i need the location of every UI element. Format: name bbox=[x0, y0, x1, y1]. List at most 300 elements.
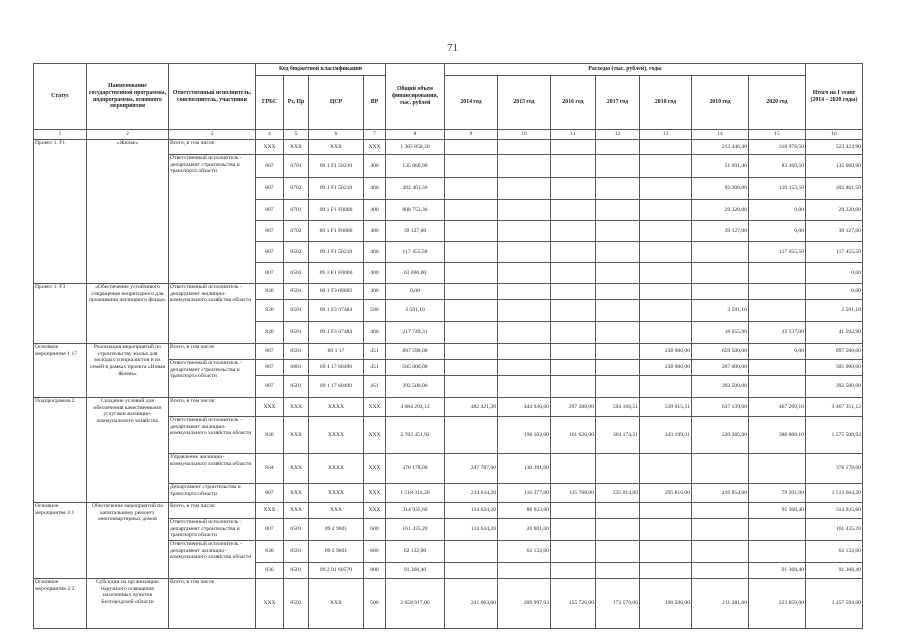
cell-year-value: 110 153,50 bbox=[749, 178, 806, 200]
cell-year-value: 297 388,00 bbox=[551, 398, 596, 417]
cell-year-value bbox=[596, 140, 640, 155]
cell-itog: 117 455,50 bbox=[806, 242, 863, 263]
cell-rzpr: 0701 bbox=[284, 200, 309, 221]
cell-grbs: 807 bbox=[256, 155, 284, 178]
cell-year-value bbox=[692, 541, 749, 563]
cell-year-value bbox=[445, 140, 498, 155]
cell-year-value: 190 500,00 bbox=[640, 579, 692, 629]
row-responsible: Управление жилищно-коммунального хозяйства области bbox=[169, 454, 256, 484]
cell-year-value bbox=[596, 563, 640, 579]
cell-rzpr: 0702 bbox=[284, 221, 309, 242]
cell-csr: 09 1 F3 09602 bbox=[309, 284, 364, 300]
cell-year-value: 235 014,00 bbox=[596, 484, 640, 503]
row-responsible: Ответственный исполнитель - департамент строительства и транспорта области bbox=[169, 155, 256, 284]
cell-year-value bbox=[498, 376, 551, 398]
cell-year-value: 0,00 bbox=[749, 344, 806, 360]
cell-year-value: 238 000,00 bbox=[640, 360, 692, 376]
cell-csr: 09 1 17 60490 bbox=[309, 360, 364, 376]
cell-year-value: 247 787,00 bbox=[445, 454, 498, 484]
cell-vr: 400 bbox=[364, 155, 386, 178]
cell-rzpr: XXX bbox=[284, 417, 309, 454]
cell-total: 378 178,00 bbox=[386, 454, 445, 484]
cell-year-value bbox=[551, 322, 596, 344]
cell-rzpr: 0501 bbox=[284, 344, 309, 360]
cell-total: 63 000,00 bbox=[386, 263, 445, 284]
cell-itog: 0,00 bbox=[806, 284, 863, 300]
column-index: 7 bbox=[364, 130, 386, 140]
cell-year-value bbox=[640, 155, 692, 178]
cell-year-value: 79 201,00 bbox=[749, 484, 806, 503]
cell-itog: 897 500,00 bbox=[806, 344, 863, 360]
cell-year-value bbox=[640, 178, 692, 200]
cell-year-value: 29 320,00 bbox=[692, 200, 749, 221]
cell-year-value: 18 055,90 bbox=[692, 322, 749, 344]
row-responsible: Ответственный исполнитель - департамент жилищно-коммунального хозяйства области bbox=[169, 417, 256, 454]
row-name: Обеспечение мероприятий по капитальному ремонту многоквартирных домов bbox=[87, 503, 169, 579]
cell-vr: XXX bbox=[364, 503, 386, 519]
cell-year-value: 91 368,40 bbox=[749, 563, 806, 579]
cell-grbs: 807 bbox=[256, 519, 284, 541]
cell-csr: XXXX bbox=[309, 398, 364, 417]
cell-total: 3 591,10 bbox=[386, 300, 445, 322]
cell-year-value: 134 634,20 bbox=[445, 519, 498, 541]
cell-year-value: 243 199,31 bbox=[640, 417, 692, 454]
column-index: 1 bbox=[34, 130, 87, 140]
cell-itog: 378 178,00 bbox=[806, 454, 863, 484]
cell-year-value bbox=[498, 200, 551, 221]
cell-total: 135 060,90 bbox=[386, 155, 445, 178]
cell-year-value bbox=[640, 242, 692, 263]
row-status: Подпрограмма 2 bbox=[34, 398, 87, 503]
cell-itog: 41 592,90 bbox=[806, 322, 863, 344]
row-status: Основное мероприятие 2.1 bbox=[34, 503, 87, 579]
header-status: Статус bbox=[34, 64, 87, 130]
cell-grbs: 830 bbox=[256, 284, 284, 300]
cell-year-value: 161 620,00 bbox=[551, 417, 596, 454]
cell-grbs: 807 bbox=[256, 221, 284, 242]
cell-year-value: 116 377,00 bbox=[498, 484, 551, 503]
cell-year-value bbox=[749, 541, 806, 563]
cell-csr: 09 2 01 60570 bbox=[309, 563, 364, 579]
cell-year-value bbox=[596, 344, 640, 360]
cell-csr: 09 2 9601 bbox=[309, 541, 364, 563]
cell-year-value: 198 162,00 bbox=[498, 417, 551, 454]
cell-csr: 09 1 F3 67484 bbox=[309, 300, 364, 322]
cell-csr: XXX bbox=[309, 579, 364, 629]
cell-total: 2 658 917,00 bbox=[386, 579, 445, 629]
cell-total: 217 749,31 bbox=[386, 322, 445, 344]
cell-rzpr: XXX bbox=[284, 398, 309, 417]
cell-year-value bbox=[551, 344, 596, 360]
row-status: Проект 1. F1 bbox=[34, 140, 87, 284]
cell-itog: 505 000,00 bbox=[806, 360, 863, 376]
header-year: 2020 год bbox=[749, 76, 806, 130]
cell-year-value: 3 591,10 bbox=[692, 300, 749, 322]
cell-year-value bbox=[551, 178, 596, 200]
cell-total: 2 782 451,92 bbox=[386, 417, 445, 454]
row-responsible: Всего, в том числе bbox=[169, 344, 256, 360]
cell-year-value: 364 174,51 bbox=[596, 417, 640, 454]
column-index: 9 bbox=[445, 130, 498, 140]
cell-rzpr: XXX bbox=[284, 454, 309, 484]
header-year: 2019 год bbox=[692, 76, 749, 130]
cell-year-value bbox=[445, 200, 498, 221]
header-name: Наименование государственной программы, подпрограммы, основного мероприятия bbox=[87, 64, 169, 130]
column-index: 15 bbox=[749, 130, 806, 140]
cell-total: 505 000,00 bbox=[386, 360, 445, 376]
cell-year-value: 39 127,00 bbox=[692, 221, 749, 242]
cell-year-value: 135 768,00 bbox=[551, 484, 596, 503]
cell-year-value bbox=[445, 417, 498, 454]
cell-year-value bbox=[596, 360, 640, 376]
cell-year-value bbox=[749, 454, 806, 484]
cell-year-value: 51 691,40 bbox=[692, 155, 749, 178]
cell-total: 0,00 bbox=[386, 284, 445, 300]
cell-csr: 09 1 F3 67484 bbox=[309, 322, 364, 344]
cell-vr: XXX bbox=[364, 140, 386, 155]
cell-year-value bbox=[498, 263, 551, 284]
row-responsible: Всего, в том числе: bbox=[169, 398, 256, 417]
header-responsible: Ответственный исполнитель, соисполнитель, участники bbox=[169, 64, 256, 130]
cell-csr: 09 1 F1 50210 bbox=[309, 155, 364, 178]
table-row bbox=[34, 398, 863, 417]
cell-year-value bbox=[551, 563, 596, 579]
cell-rzpr: 0503 bbox=[284, 579, 309, 629]
cell-year-value bbox=[596, 200, 640, 221]
cell-year-value bbox=[596, 519, 640, 541]
cell-year-value bbox=[445, 300, 498, 322]
cell-year-value: 234 634,20 bbox=[445, 484, 498, 503]
cell-grbs: XXX bbox=[256, 503, 284, 519]
cell-total: 1 518 314,20 bbox=[386, 484, 445, 503]
cell-year-value bbox=[551, 454, 596, 484]
cell-year-value bbox=[640, 563, 692, 579]
cell-rzpr: 0501 bbox=[284, 284, 309, 300]
cell-year-value: 241 663,00 bbox=[445, 579, 498, 629]
row-status: Основное мероприятие 2.2 bbox=[34, 579, 87, 629]
cell-total: 808 753,30 bbox=[386, 200, 445, 221]
cell-year-value bbox=[596, 454, 640, 484]
cell-year-value bbox=[445, 563, 498, 579]
cell-year-value bbox=[640, 322, 692, 344]
cell-vr: 800 bbox=[364, 563, 386, 579]
cell-year-value bbox=[692, 284, 749, 300]
column-index: 13 bbox=[640, 130, 692, 140]
cell-total: 62 132,00 bbox=[386, 541, 445, 563]
cell-year-value: 223 859,00 bbox=[749, 579, 806, 629]
cell-csr: XXXX bbox=[309, 454, 364, 484]
budget-table bbox=[33, 63, 863, 629]
cell-year-value: 117 455,50 bbox=[749, 242, 806, 263]
page-number: 71 bbox=[447, 42, 458, 54]
cell-grbs: 830 bbox=[256, 322, 284, 344]
cell-year-value: 594 168,51 bbox=[596, 398, 640, 417]
cell-grbs: 834 bbox=[256, 454, 284, 484]
cell-year-value bbox=[640, 300, 692, 322]
row-name: «Обеспечение устойчивого сокращения непригодного для проживания жилищного фонда» bbox=[87, 284, 169, 344]
cell-year-value bbox=[445, 221, 498, 242]
cell-year-value bbox=[640, 454, 692, 484]
table-row bbox=[34, 140, 863, 155]
cell-grbs: XXX bbox=[256, 398, 284, 417]
row-responsible: Всего, в том числе: bbox=[169, 503, 256, 519]
header-rzpr: Рз, Пр bbox=[284, 76, 309, 130]
cell-year-value: 444 930,00 bbox=[498, 398, 551, 417]
cell-itog: 135 060,90 bbox=[806, 155, 863, 178]
cell-year-value bbox=[749, 360, 806, 376]
cell-year-value: 637 139,00 bbox=[692, 398, 749, 417]
cell-rzpr: 0701 bbox=[284, 155, 309, 178]
cell-year-value bbox=[692, 519, 749, 541]
header-itog: Итого на I этапе (2014 – 2020 годы) bbox=[806, 64, 863, 130]
cell-year-value bbox=[498, 155, 551, 178]
column-index-row bbox=[34, 130, 863, 140]
cell-vr: 451 bbox=[364, 344, 386, 360]
cell-year-value bbox=[445, 263, 498, 284]
cell-year-value: 83 369,50 bbox=[749, 155, 806, 178]
cell-rzpr: 0501 bbox=[284, 541, 309, 563]
cell-vr: 400 bbox=[364, 200, 386, 221]
cell-rzpr: 0702 bbox=[284, 178, 309, 200]
cell-year-value: 211 281,00 bbox=[692, 579, 749, 629]
cell-year-value: 659 500,00 bbox=[692, 344, 749, 360]
header-year: 2017 год bbox=[596, 76, 640, 130]
cell-year-value bbox=[551, 503, 596, 519]
cell-rzpr: 0801 bbox=[284, 360, 309, 376]
cell-vr: XXX bbox=[364, 398, 386, 417]
cell-total: 897 590,00 bbox=[386, 344, 445, 360]
cell-vr: 400 bbox=[364, 284, 386, 300]
cell-vr: 400 bbox=[364, 322, 386, 344]
cell-year-value bbox=[551, 360, 596, 376]
column-index: 14 bbox=[692, 130, 749, 140]
cell-year-value bbox=[749, 263, 806, 284]
cell-year-value: 267 000,00 bbox=[692, 360, 749, 376]
cell-year-value bbox=[445, 360, 498, 376]
header-expenses: Расходы (тыс. рублей), годы bbox=[445, 64, 806, 76]
cell-vr: 451 bbox=[364, 376, 386, 398]
cell-year-value bbox=[596, 376, 640, 398]
cell-grbs: 807 bbox=[256, 178, 284, 200]
table-row bbox=[34, 284, 863, 300]
table-row bbox=[34, 579, 863, 629]
header-year: 2016 год bbox=[551, 76, 596, 130]
row-name: «Жилье» bbox=[87, 140, 169, 284]
cell-csr: 09 1 17 bbox=[309, 344, 364, 360]
column-index: 16 bbox=[806, 130, 863, 140]
header-year: 2015 год bbox=[498, 76, 551, 130]
row-name: Субсидии на организацию наружного освещения населенных пунктов Белгородской области bbox=[87, 579, 169, 629]
cell-itog: 202 461,50 bbox=[806, 178, 863, 200]
cell-rzpr: 0501 bbox=[284, 300, 309, 322]
row-responsible: Ответственный исполнитель - департамент жилищно-коммунального хозяйства области bbox=[169, 541, 256, 579]
cell-rzpr: 0502 bbox=[284, 242, 309, 263]
cell-year-value: 92 308,00 bbox=[692, 178, 749, 200]
cell-year-value bbox=[596, 322, 640, 344]
row-responsible: Всего, в том числе bbox=[169, 579, 256, 629]
column-index: 4 bbox=[256, 130, 284, 140]
cell-year-value bbox=[640, 221, 692, 242]
row-responsible: Всего, в том числе: bbox=[169, 140, 256, 155]
cell-grbs: 807 bbox=[256, 200, 284, 221]
cell-year-value: 0,00 bbox=[749, 221, 806, 242]
cell-grbs: 830 bbox=[256, 541, 284, 563]
cell-year-value bbox=[749, 376, 806, 398]
cell-itog: 392 500,00 bbox=[806, 376, 863, 398]
cell-itog: 161 435,20 bbox=[806, 519, 863, 541]
cell-year-value: 295 816,00 bbox=[640, 484, 692, 503]
cell-year-value bbox=[640, 140, 692, 155]
cell-year-value: 155 726,00 bbox=[551, 579, 596, 629]
table-row bbox=[34, 344, 863, 360]
cell-total: 91 368,40 bbox=[386, 563, 445, 579]
cell-vr: XXX bbox=[364, 417, 386, 454]
header-year: 2018 год bbox=[640, 76, 692, 130]
row-responsible: Ответственный исполнитель - департамент жилищно-коммунального хозяйства области bbox=[169, 284, 256, 344]
column-index: 10 bbox=[498, 130, 551, 140]
header-total: Общий объем финансирования, тыс. рублей bbox=[386, 64, 445, 130]
cell-year-value bbox=[692, 563, 749, 579]
cell-year-value bbox=[640, 200, 692, 221]
cell-year-value: 220 285,00 bbox=[692, 417, 749, 454]
cell-year-value: 134 634,20 bbox=[445, 503, 498, 519]
cell-year-value bbox=[640, 503, 692, 519]
cell-year-value bbox=[551, 242, 596, 263]
row-responsible: Департамент строительства и транспорта области bbox=[169, 484, 256, 503]
cell-year-value bbox=[596, 221, 640, 242]
cell-year-value: 23 537,00 bbox=[749, 322, 806, 344]
cell-year-value bbox=[445, 322, 498, 344]
header-vr: ВР bbox=[364, 76, 386, 130]
cell-rzpr: 0501 bbox=[284, 563, 309, 579]
cell-year-value bbox=[445, 376, 498, 398]
cell-csr: 09 1 17 60490 bbox=[309, 376, 364, 398]
row-status: Проект 1. F3 bbox=[34, 284, 87, 344]
cell-year-value bbox=[445, 155, 498, 178]
row-name: Создание условий для обеспечения качественными услугами жилищно-коммунального хозяйства bbox=[87, 398, 169, 503]
cell-year-value: 238 000,00 bbox=[640, 344, 692, 360]
cell-csr: 09 2 9601 bbox=[309, 519, 364, 541]
cell-year-value bbox=[692, 242, 749, 263]
cell-year-value bbox=[445, 541, 498, 563]
cell-year-value bbox=[692, 503, 749, 519]
cell-year-value bbox=[640, 376, 692, 398]
cell-csr: 09 1 F1 F0000 bbox=[309, 200, 364, 221]
cell-year-value: 62 132,00 bbox=[498, 541, 551, 563]
cell-year-value bbox=[749, 284, 806, 300]
cell-total: 161 435,20 bbox=[386, 519, 445, 541]
cell-year-value bbox=[551, 376, 596, 398]
cell-total: 117 455,50 bbox=[386, 242, 445, 263]
cell-year-value: 88 933,00 bbox=[498, 503, 551, 519]
cell-year-value bbox=[596, 541, 640, 563]
cell-itog: 1 457 594,00 bbox=[806, 579, 863, 629]
cell-year-value: 310 978,50 bbox=[749, 140, 806, 155]
cell-total: 39 127,00 bbox=[386, 221, 445, 242]
cell-itog: 39 127,00 bbox=[806, 221, 863, 242]
cell-csr: XXX bbox=[309, 140, 364, 155]
cell-itog: 314 935,60 bbox=[806, 503, 863, 519]
cell-itog: 3 467 351,12 bbox=[806, 398, 863, 417]
cell-year-value: 416 854,00 bbox=[692, 484, 749, 503]
cell-year-value: 173 579,00 bbox=[596, 579, 640, 629]
cell-year-value bbox=[498, 322, 551, 344]
cell-grbs: 807 bbox=[256, 263, 284, 284]
cell-year-value: 26 801,00 bbox=[498, 519, 551, 541]
column-index: 8 bbox=[386, 130, 445, 140]
row-status: Основное мероприятие 1.17 bbox=[34, 344, 87, 398]
cell-year-value bbox=[596, 263, 640, 284]
cell-vr: 600 bbox=[364, 519, 386, 541]
cell-year-value bbox=[640, 263, 692, 284]
column-index: 11 bbox=[551, 130, 596, 140]
cell-rzpr: XXX bbox=[284, 484, 309, 503]
cell-itog: 1 513 664,20 bbox=[806, 484, 863, 503]
cell-year-value bbox=[551, 300, 596, 322]
cell-year-value: 392 500,00 bbox=[692, 376, 749, 398]
cell-vr: 600 bbox=[364, 541, 386, 563]
cell-year-value bbox=[498, 242, 551, 263]
cell-year-value bbox=[551, 155, 596, 178]
cell-grbs: 807 bbox=[256, 484, 284, 503]
cell-year-value bbox=[498, 178, 551, 200]
column-index: 12 bbox=[596, 130, 640, 140]
cell-year-value bbox=[445, 284, 498, 300]
cell-total: 4 684 294,12 bbox=[386, 398, 445, 417]
column-index: 3 bbox=[169, 130, 256, 140]
cell-total: 392 500,00 bbox=[386, 376, 445, 398]
header-grbs: ГРБС bbox=[256, 76, 284, 130]
column-index: 2 bbox=[87, 130, 169, 140]
cell-vr: XXX bbox=[364, 454, 386, 484]
cell-rzpr: 0501 bbox=[284, 322, 309, 344]
cell-grbs: 807 bbox=[256, 360, 284, 376]
cell-year-value bbox=[596, 178, 640, 200]
cell-year-value bbox=[551, 263, 596, 284]
cell-year-value bbox=[498, 300, 551, 322]
cell-year-value: 209 997,03 bbox=[498, 579, 551, 629]
cell-csr: 09 1 F1 F0000 bbox=[309, 263, 364, 284]
cell-total: 1 365 858,20 bbox=[386, 140, 445, 155]
cell-itog: 3 591,10 bbox=[806, 300, 863, 322]
cell-year-value bbox=[498, 563, 551, 579]
row-responsible: Ответственный исполнитель - департамент строительства и транспорта области bbox=[169, 519, 256, 541]
column-index: 6 bbox=[309, 130, 364, 140]
cell-year-value bbox=[692, 263, 749, 284]
cell-csr: XXXX bbox=[309, 484, 364, 503]
cell-year-value bbox=[596, 503, 640, 519]
cell-itog: 0,00 bbox=[806, 263, 863, 284]
cell-vr: 400 bbox=[364, 263, 386, 284]
cell-year-value bbox=[498, 284, 551, 300]
cell-year-value bbox=[498, 344, 551, 360]
cell-total: 314 935,60 bbox=[386, 503, 445, 519]
cell-vr: 500 bbox=[364, 579, 386, 629]
cell-year-value: 0,00 bbox=[749, 200, 806, 221]
cell-vr: 500 bbox=[364, 300, 386, 322]
cell-year-value bbox=[551, 200, 596, 221]
row-responsible: Ответственный исполнитель - департамент строительства и транспорта области bbox=[169, 360, 256, 398]
column-index: 5 bbox=[284, 130, 309, 140]
header-kbk: Код бюджетной классификации bbox=[256, 64, 386, 76]
cell-csr: XXXX bbox=[309, 417, 364, 454]
cell-year-value bbox=[640, 541, 692, 563]
header-csr: ЦСР bbox=[309, 76, 364, 130]
cell-year-value bbox=[640, 519, 692, 541]
cell-vr: 400 bbox=[364, 242, 386, 263]
cell-year-value bbox=[445, 242, 498, 263]
cell-grbs: 807 bbox=[256, 376, 284, 398]
